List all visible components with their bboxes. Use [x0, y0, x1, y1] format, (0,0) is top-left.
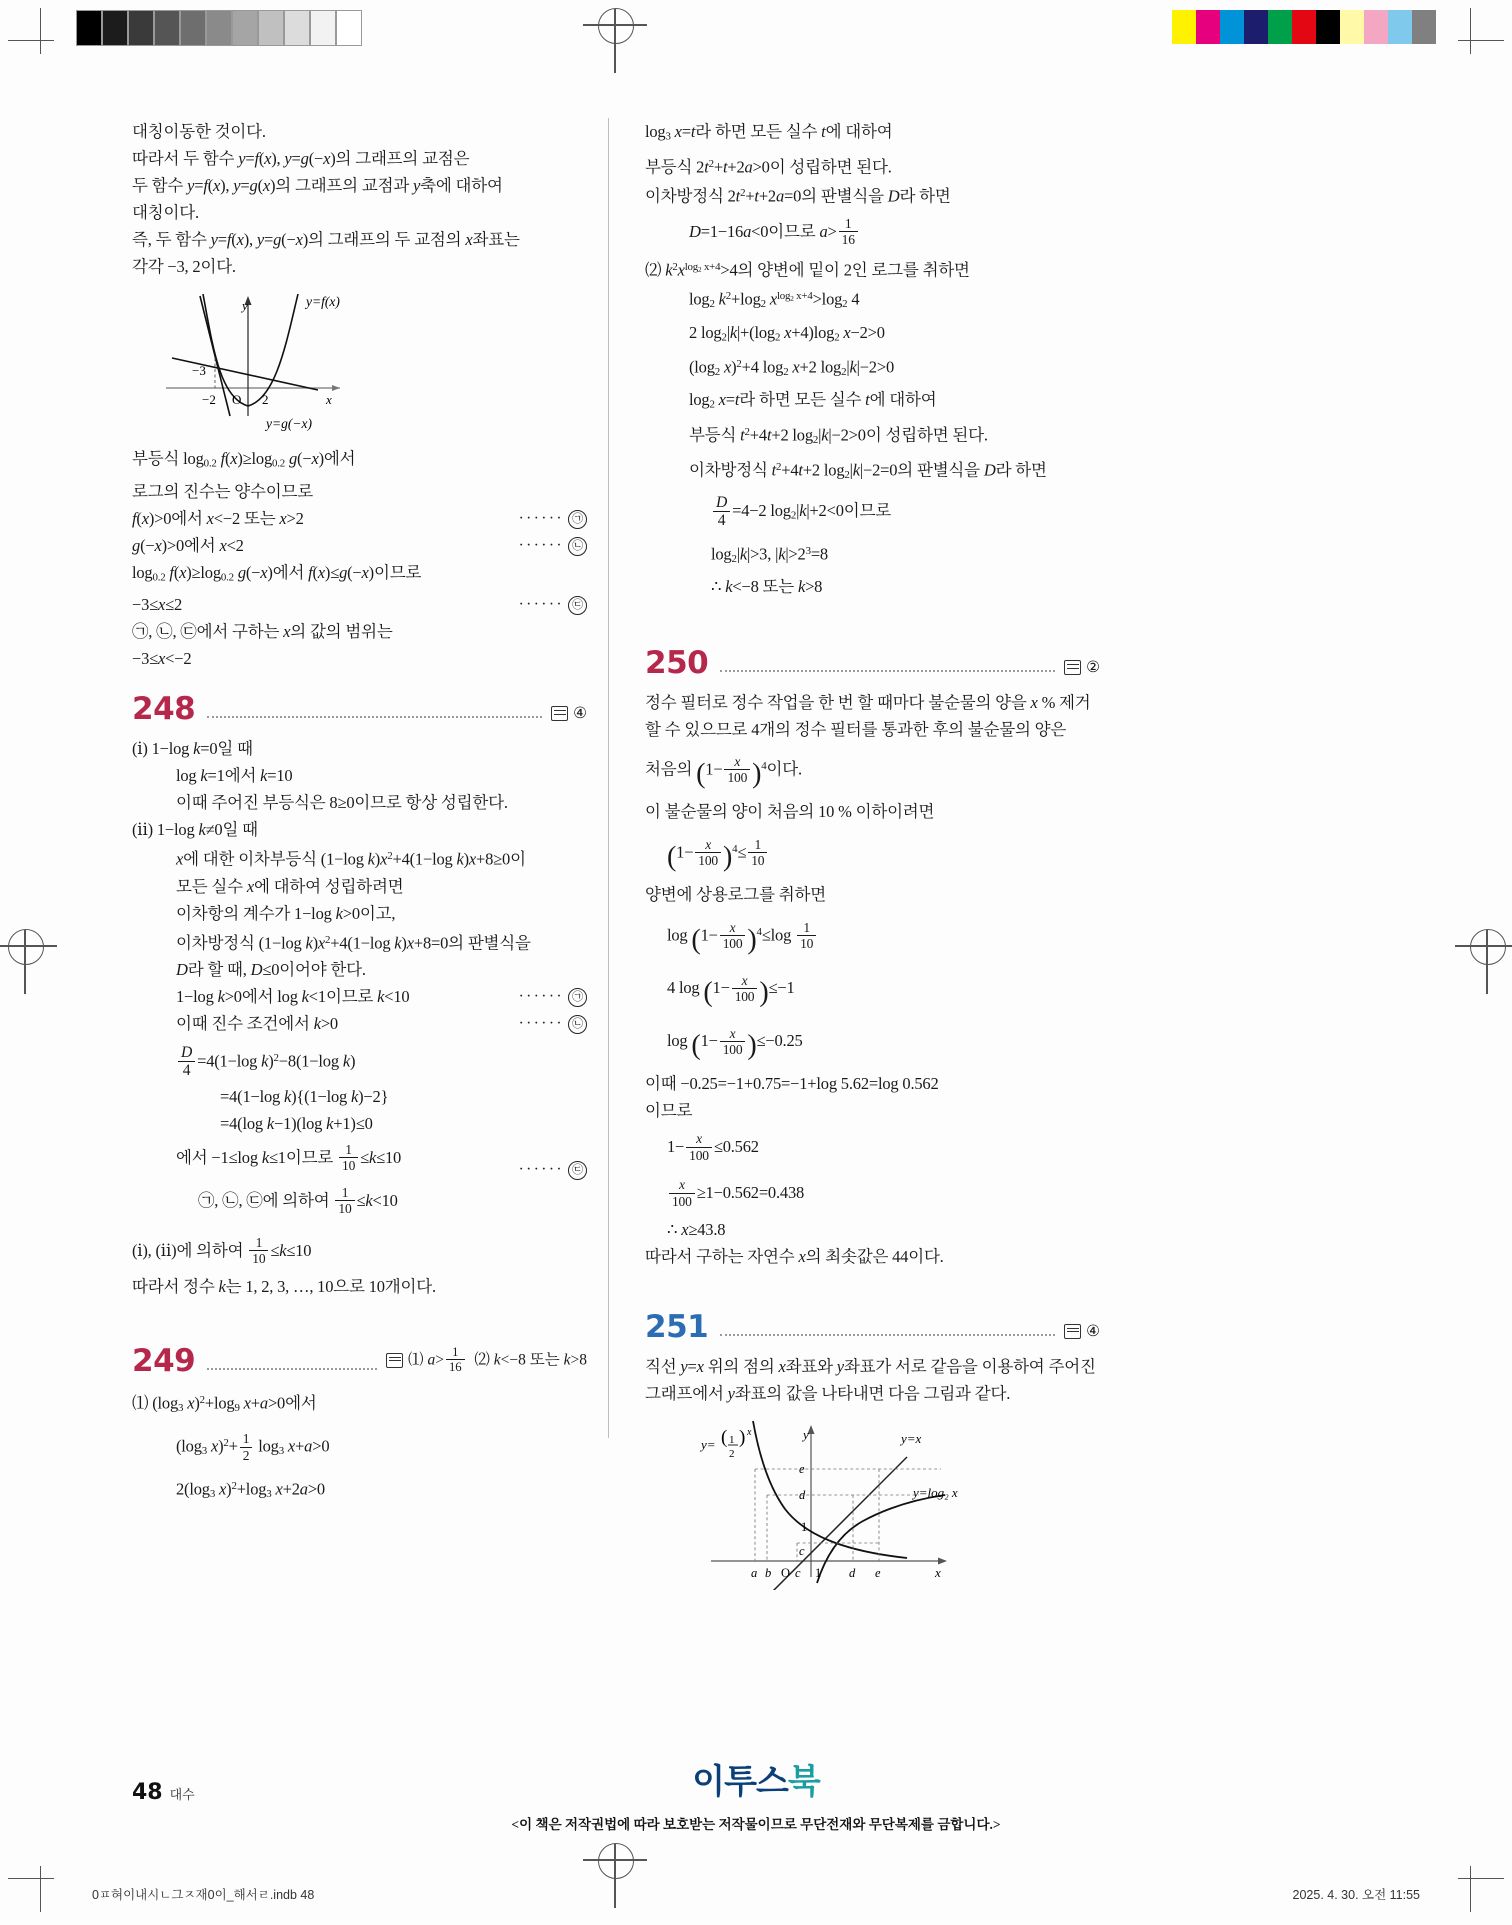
problem-number: 248: [132, 691, 196, 728]
solution-line: 부등식 $2t^2+t+2a>0$이 성립하면 된다.: [645, 157, 892, 177]
solution-line: 이 불순물의 양이 처음의 10 % 이하이려면: [645, 801, 935, 821]
solution-249-left: [132, 1387, 587, 1507]
solution-line: ∴ k<−8 또는 k>8: [711, 577, 823, 597]
solution-line: 이차방정식 (1−log $k)x^2+4(1-\log$ k)x+8=0의 판별식을: [176, 933, 531, 953]
problem-heading-251: [645, 1308, 1100, 1345]
solution-line: 이때 진수 조건에서 k>0 ······ ㉡: [132, 1010, 587, 1037]
solution-line: 이때 주어진 부등식은 8≥0이므로 항상 성립한다.: [176, 793, 508, 813]
solution-line: 따라서 두 함수 y=f(x), y=g(−x)의 그래프의 교점은: [132, 149, 470, 168]
solution-line: 정수 필터로 정수 작업을 한 번 할 때마다 불순물의 양을 x % 제거: [645, 693, 1091, 713]
gray-swatch-4: [180, 10, 206, 46]
color-swatch-0: [1172, 10, 1196, 44]
page-subject: 대수: [169, 1787, 195, 1802]
solution-line: (ⅰ) 1−log k=0일 때: [132, 739, 253, 759]
solution-line: $\frac{D}{4}$ =4−2 $\log_2|k|+2<0$이므로: [645, 489, 1100, 538]
solution-line: 두 함수 y=f(x), y=g(x)의 그래프의 교점과 y축에 대하여: [132, 176, 503, 195]
problem-number: 251: [645, 1308, 709, 1345]
left-column: [132, 118, 587, 1508]
solution-line: 그래프에서 y좌표의 값을 나타내면 다음 그림과 같다.: [645, 1383, 1011, 1403]
solution-line: 4 log (1− $\frac{x}{100}$ )≤−1: [667, 972, 795, 1008]
solution-line: (1− $\frac{x}{100}$ )$^4$≤ $\frac{1}{10}$: [645, 825, 1100, 881]
figure-label-log: y=log₂ x: [913, 1484, 958, 1500]
logo-text: 이투스북: [692, 1762, 820, 1802]
reference-tag-a: ······ ㉠: [519, 983, 587, 1010]
solution-line: $\log_2 k^2+\log_2$ $x^{log_2 x+4}>\log_2$ 4: [689, 289, 860, 311]
figure-xlabel-1: 1: [815, 1565, 822, 1580]
answer-value: ⑴ a> $\frac{1}{16}$ ⑵ k<−8 또는 k>8: [408, 1344, 587, 1374]
solution-line: ($\log_3$ x)$^2$+ $\frac{1}{2}$ $\log_3 x+a>0$: [176, 1431, 330, 1463]
solution-line: $\frac{x}{100}$ ≥1−0.562=0.438: [645, 1170, 1100, 1216]
solution-line: g(−x)>0에서 x<2 ······ ㉡: [132, 532, 587, 559]
page-footer: [132, 1780, 195, 1805]
problem-heading-250: [645, 645, 1100, 682]
solution-line: 로그의 진수는 양수이므로: [132, 481, 313, 501]
solution-line: 직선 y=x 위의 점의 x좌표와 y좌표가 서로 같음을 이용하여 주어진: [645, 1356, 1096, 1376]
after-figure-block: [132, 445, 587, 672]
gray-swatch-10: [336, 10, 362, 46]
solution-line: log k=1에서 k=10: [176, 766, 293, 786]
solution-line: 모든 실수 x에 대하여 성립하려면: [176, 876, 404, 896]
solution-line: 이므로: [645, 1100, 693, 1120]
reference-tag-c: ······ ㉢: [519, 591, 587, 618]
figure-ylabel-e: e: [799, 1461, 805, 1476]
solution-line: D=1−16a<0이므로 a> $\frac{1}{16}$: [645, 210, 1100, 254]
solution-line: x에 대한 이차부등식 (1−log $k)x^2+4(1-\log$ k)x+8≥0이: [176, 849, 526, 869]
problem-number: 249: [132, 1343, 196, 1380]
solution-line: 이차방정식 $t^2+4t+2$ $\log_2|k|-2=0$의 판별식을 D라 하면: [689, 460, 1047, 482]
solution-line: 이차항의 계수가 1−log k>0이고,: [176, 903, 396, 923]
answer-badge: [1064, 1322, 1100, 1343]
answer-badge: [551, 704, 587, 725]
figure-axis-x: x: [935, 1564, 941, 1580]
gray-swatch-7: [258, 10, 284, 46]
heading-dot-leader: [207, 715, 542, 718]
solution-line: 따라서 구하는 자연수 x의 최솟값은 44이다.: [645, 1246, 944, 1266]
figure-label-gx: y=g(−x): [266, 416, 312, 431]
figure-origin: O: [232, 392, 242, 407]
solution-line: (ⅰ), (ⅱ)에 의하여 $\frac{1}{10}$ ≤k≤10: [132, 1235, 312, 1267]
figure-xlabel-a: a: [751, 1565, 758, 1580]
gray-swatch-2: [128, 10, 154, 46]
solution-251: [645, 1353, 1100, 1407]
answer-value: ④: [573, 705, 587, 723]
problem-heading-248: [132, 691, 587, 728]
figure-ylabel-d: d: [799, 1487, 806, 1502]
reference-tag-b: ······ ㉡: [519, 532, 587, 559]
solution-line: f(x)>0에서 x<−2 또는 x>2 ······ ㉠: [132, 505, 587, 532]
reference-tag-b: ······ ㉡: [519, 1010, 587, 1037]
solution-line: $\frac{D}{4}$ =4(1−log k)$^2$−8(1−log k): [132, 1037, 587, 1082]
page-number: 48: [132, 1780, 163, 1805]
solution-line: 대칭이다.: [132, 203, 199, 222]
problem-heading-249: [132, 1343, 587, 1380]
figure-label-exp-paren2: ): [739, 1426, 746, 1448]
answer-badge: [1064, 658, 1100, 679]
solution-248: [132, 735, 587, 1299]
solution-line: =4(log k−1)(log k+1)≤0: [220, 1113, 373, 1133]
solution-line: $\log_2 x=t$라 하면 모든 실수 t에 대하여: [689, 390, 937, 412]
publisher-logo: [692, 1754, 819, 1803]
color-swatch-9: [1388, 10, 1412, 44]
figure-xlabel-c: c: [795, 1565, 801, 1580]
solution-line: ⑵ $k^2x^{log_2 x+4}>4$의 양변에 밑이 2인 로그를 취하면: [645, 260, 970, 280]
solution-line: log (1− $\frac{x}{100}$ )$^4$≤log $\frac{1}{10}$: [645, 908, 1100, 964]
solution-line: $\log_2|k|>3$, $|k|>2^3=8$: [711, 544, 828, 566]
color-swatch-1: [1196, 10, 1220, 44]
figure-tick-neg3: −3: [192, 363, 206, 378]
figure-axis-x: x: [326, 392, 332, 407]
gray-swatch-0: [76, 10, 102, 46]
solution-line: ㉠, ㉡, ㉢에서 구하는 x의 값의 범위는: [132, 622, 393, 642]
figure-parabola-lines: [158, 288, 458, 433]
figure-label-exp-num: 1: [729, 1433, 735, 1446]
print-file-stamp: 0ㅍ혀이내시ㄴ그ㅈ재0이_해서ㄹ.indb 48: [92, 1888, 315, 1902]
solution-line: 이차방정식 $2t^2+t+2a=0$의 판별식을 D라 하면: [645, 186, 951, 206]
figure-label-exp-pow: x: [747, 1426, 752, 1438]
figure-axis-y: y: [242, 298, 248, 313]
figure-label-exp-den: 2: [729, 1447, 735, 1460]
heading-dot-leader: [720, 669, 1055, 672]
solution-line: 1− $\frac{x}{100}$ ≤0.562: [667, 1131, 759, 1163]
color-swatch-2: [1220, 10, 1244, 44]
solution-line: (ⅱ) 1−log k≠0일 때: [132, 820, 258, 840]
solution-line: 각각 −3, 2이다.: [132, 257, 236, 276]
heading-dot-leader: [207, 1367, 377, 1370]
solution-line: 부등식 $\log_{0.2} f(x)\ge\log_{0.2}$ g(−x)에서: [132, 449, 356, 470]
solution-line: 이때 −0.25=−1+0.75=−1+log 5.62=log 0.562: [645, 1073, 939, 1093]
heading-dot-leader: [720, 1333, 1055, 1336]
figure-label-yx: y=x: [901, 1430, 922, 1446]
solution-line: ($\log_2$ x)$^2$+4 $\log_2 x+2$ $\log_2|k|-2>0$: [689, 357, 895, 379]
figure-origin: O: [781, 1565, 791, 1580]
solution-249-right: [645, 118, 1100, 600]
color-calibration-bar: [1172, 10, 1436, 44]
solution-line: ㉠, ㉡, ㉢에 의하여 $\frac{1}{10}$ ≤k<10: [198, 1185, 398, 1217]
answer-book-icon: [551, 706, 568, 721]
color-swatch-4: [1268, 10, 1292, 44]
answer-value: ④: [1086, 1322, 1100, 1340]
solution-line: 양변에 상용로그를 취하면: [645, 884, 826, 904]
gray-swatch-8: [284, 10, 310, 46]
answer-book-icon: [1064, 1324, 1081, 1339]
gray-swatch-3: [154, 10, 180, 46]
figure-exp-log-identity: [693, 1415, 1013, 1590]
solution-line: $\log_{0.2} f(x)\ge\log_{0.2}$ g(−x)에서 f(x)≤g(−x)이므로: [132, 562, 422, 584]
answer-value: ②: [1086, 659, 1100, 677]
column-divider: [608, 118, 609, 1438]
solution-line: 즉, 두 함수 y=f(x), y=g(−x)의 그래프의 두 교점의 x좌표는: [132, 230, 520, 249]
solution-line: 부등식 $t^2+4t+2$ $\log_2|k|-2>0$이 성립하면 된다.: [689, 425, 988, 447]
solution-line: 대칭이동한 것이다.: [132, 122, 266, 141]
solution-line: 따라서 정수 k는 1, 2, 3, …, 10으로 10개이다.: [132, 1276, 436, 1296]
figure-tick-2: 2: [262, 392, 269, 407]
figure-ylabel-1: 1: [801, 1519, 808, 1534]
figure-xlabel-b: b: [765, 1565, 772, 1580]
solution-line: $2(\log_3$ $x)^2+\log_3$ x+2a>0: [176, 1478, 325, 1500]
answer-badge: [386, 1346, 587, 1377]
answer-book-icon: [386, 1353, 403, 1368]
copyright-notice: <이 책은 저작권법에 따라 보호받는 저작물이므로 무단전재와 무단복제를 금합니다.>: [511, 1817, 1001, 1832]
print-date-stamp: 2025. 4. 30. 오전 11:55: [1292, 1888, 1420, 1902]
grayscale-calibration-bar: [76, 10, 362, 46]
color-swatch-5: [1292, 10, 1316, 44]
continued-solution-block: [132, 118, 587, 280]
problem-number: 250: [645, 645, 709, 682]
right-column: [645, 118, 1100, 1596]
reference-tag-a: ······ ㉠: [519, 505, 587, 532]
solution-line: 할 수 있으므로 4개의 정수 필터를 통과한 후의 불순물의 양은: [645, 720, 1067, 740]
reference-tag-c: ······ ㉢: [519, 1149, 587, 1191]
solution-line: $\log_3 x=t$라 하면 모든 실수 t에 대하여: [645, 122, 893, 143]
solution-line: 에서 −1≤log k≤1이므로 $\frac{1}{10}$ ≤k≤10 ······ ㉢: [132, 1137, 587, 1179]
solution-line: 2 $\log_2|k|+(\log_2$ $x+4)\log_2$ x−2>0: [689, 322, 885, 344]
solution-250: [645, 689, 1100, 1270]
color-swatch-8: [1364, 10, 1388, 44]
figure-xlabel-d: d: [849, 1565, 856, 1580]
gray-swatch-9: [310, 10, 336, 46]
figure-xlabel-e: e: [875, 1565, 881, 1580]
solution-line: −3≤x<−2: [132, 649, 192, 669]
color-swatch-10: [1412, 10, 1436, 44]
figure-label-exp-paren: (: [721, 1426, 728, 1448]
figure-axis-y: y: [803, 1426, 809, 1442]
gray-swatch-6: [232, 10, 258, 46]
gray-swatch-5: [206, 10, 232, 46]
figure-label-exp: y=: [701, 1436, 716, 1452]
gray-swatch-1: [102, 10, 128, 46]
figure-ylabel-c: c: [799, 1543, 805, 1558]
solution-line: 1−log k>0에서 log k<1이므로 k<10 ······ ㉠: [132, 983, 587, 1010]
color-swatch-6: [1316, 10, 1340, 44]
solution-line: −3≤x≤2 ······ ㉢: [132, 591, 587, 618]
solution-line: D라 할 때, D≤0이어야 한다.: [176, 960, 366, 980]
solution-line: log (1− $\frac{x}{100}$ )≤−0.25: [667, 1025, 803, 1061]
solution-line: =4(1−log k){(1−log k)−2}: [220, 1086, 389, 1106]
solution-line: ∴ x≥43.8: [667, 1219, 726, 1239]
solution-line: ⑴ ($\log_3$ $x)^2+\log_9$ x+a>0에서: [132, 1393, 317, 1415]
figure-label-fx: y=f(x): [306, 294, 340, 309]
color-swatch-7: [1340, 10, 1364, 44]
answer-book-icon: [1064, 660, 1081, 675]
color-swatch-3: [1244, 10, 1268, 44]
figure-tick-neg2: −2: [202, 392, 216, 407]
solution-line: 처음의 (1− $\frac{x}{100}$ )$^4$이다.: [645, 754, 802, 790]
